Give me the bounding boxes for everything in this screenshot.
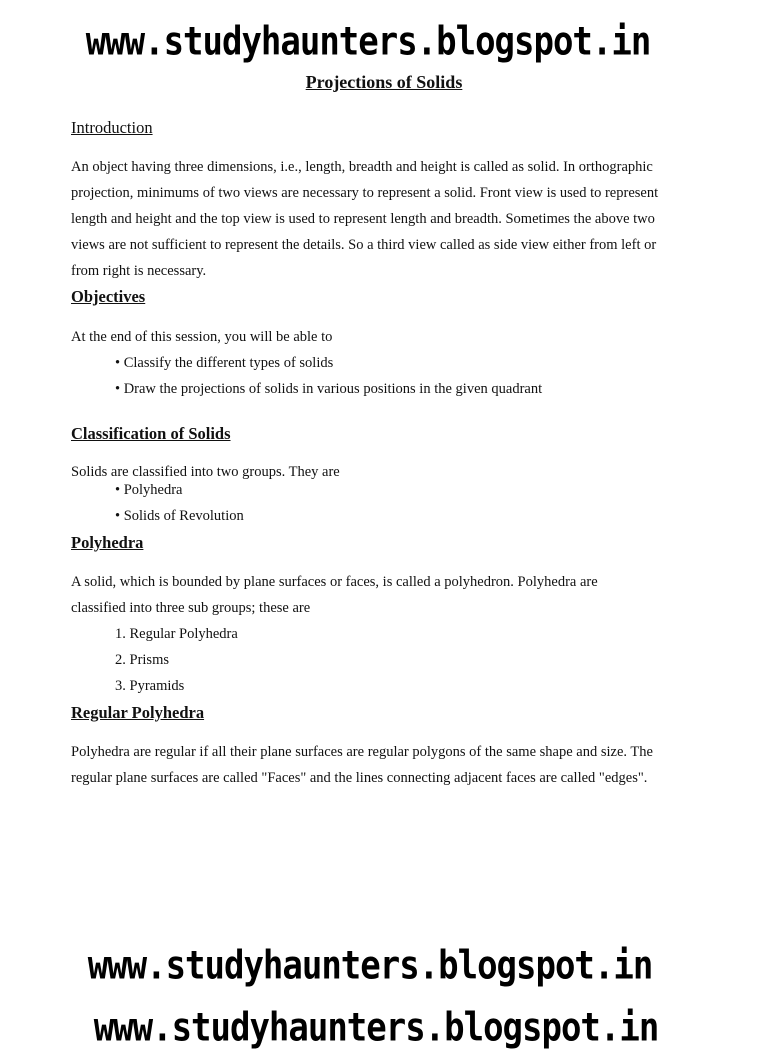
regular-polyhedra-paragraph: Polyhedra are regular if all their plane surfaces are regular polygons of the same shape and size. The regular plane surfaces are called "Faces" and the lines connecting adjacent faces are called "edges". <box>71 744 653 786</box>
list-item: • Polyhedra <box>115 482 183 498</box>
introduction-paragraph: An object having three dimensions, i.e., length, breadth and height is called as solid. In orthographic projection, minimums of two views are necessary to represent a solid. Front view is used to represent length and height and the top view is used to represent length and breadth. Sometimes the above two views are not sufficient to represent the details. So a third view called as side view either from left or from right is necessary. <box>71 159 659 279</box>
regular-polyhedra-heading: Regular Polyhedra <box>71 703 205 722</box>
classification-list <box>115 477 244 529</box>
introduction-heading: Introduction <box>71 118 153 137</box>
list-item: 1. Regular Polyhedra <box>115 626 238 642</box>
polyhedra-heading: Polyhedra <box>71 533 144 552</box>
list-item: 3. Pyramids <box>115 678 185 694</box>
list-item: • Draw the projections of solids in various positions in the given quadrant <box>115 381 543 397</box>
list-item: 2. Prisms <box>115 652 169 668</box>
classification-heading: Classification of Solids <box>71 424 231 443</box>
watermark-bottom-cut: www.studyhaunters.blogspot.in <box>93 1005 659 1051</box>
polyhedra-list <box>115 621 238 699</box>
watermark-bottom: www.studyhaunters.blogspot.in <box>87 943 653 989</box>
page-title: Projections of Solids <box>305 72 463 92</box>
list-item: • Solids of Revolution <box>115 508 244 524</box>
polyhedra-paragraph: A solid, which is bounded by plane surfaces or faces, is called a polyhedron. Polyhedra are classified into three sub groups; these are <box>71 574 598 616</box>
list-item: • Classify the different types of solids <box>115 355 334 371</box>
objectives-list <box>115 350 542 402</box>
watermark-top: www.studyhaunters.blogspot.in <box>85 19 651 65</box>
objectives-lead: At the end of this session, you will be able to <box>71 329 333 345</box>
objectives-heading: Objectives <box>71 287 146 306</box>
classification-lead: Solids are classified into two groups. They are <box>71 464 340 480</box>
